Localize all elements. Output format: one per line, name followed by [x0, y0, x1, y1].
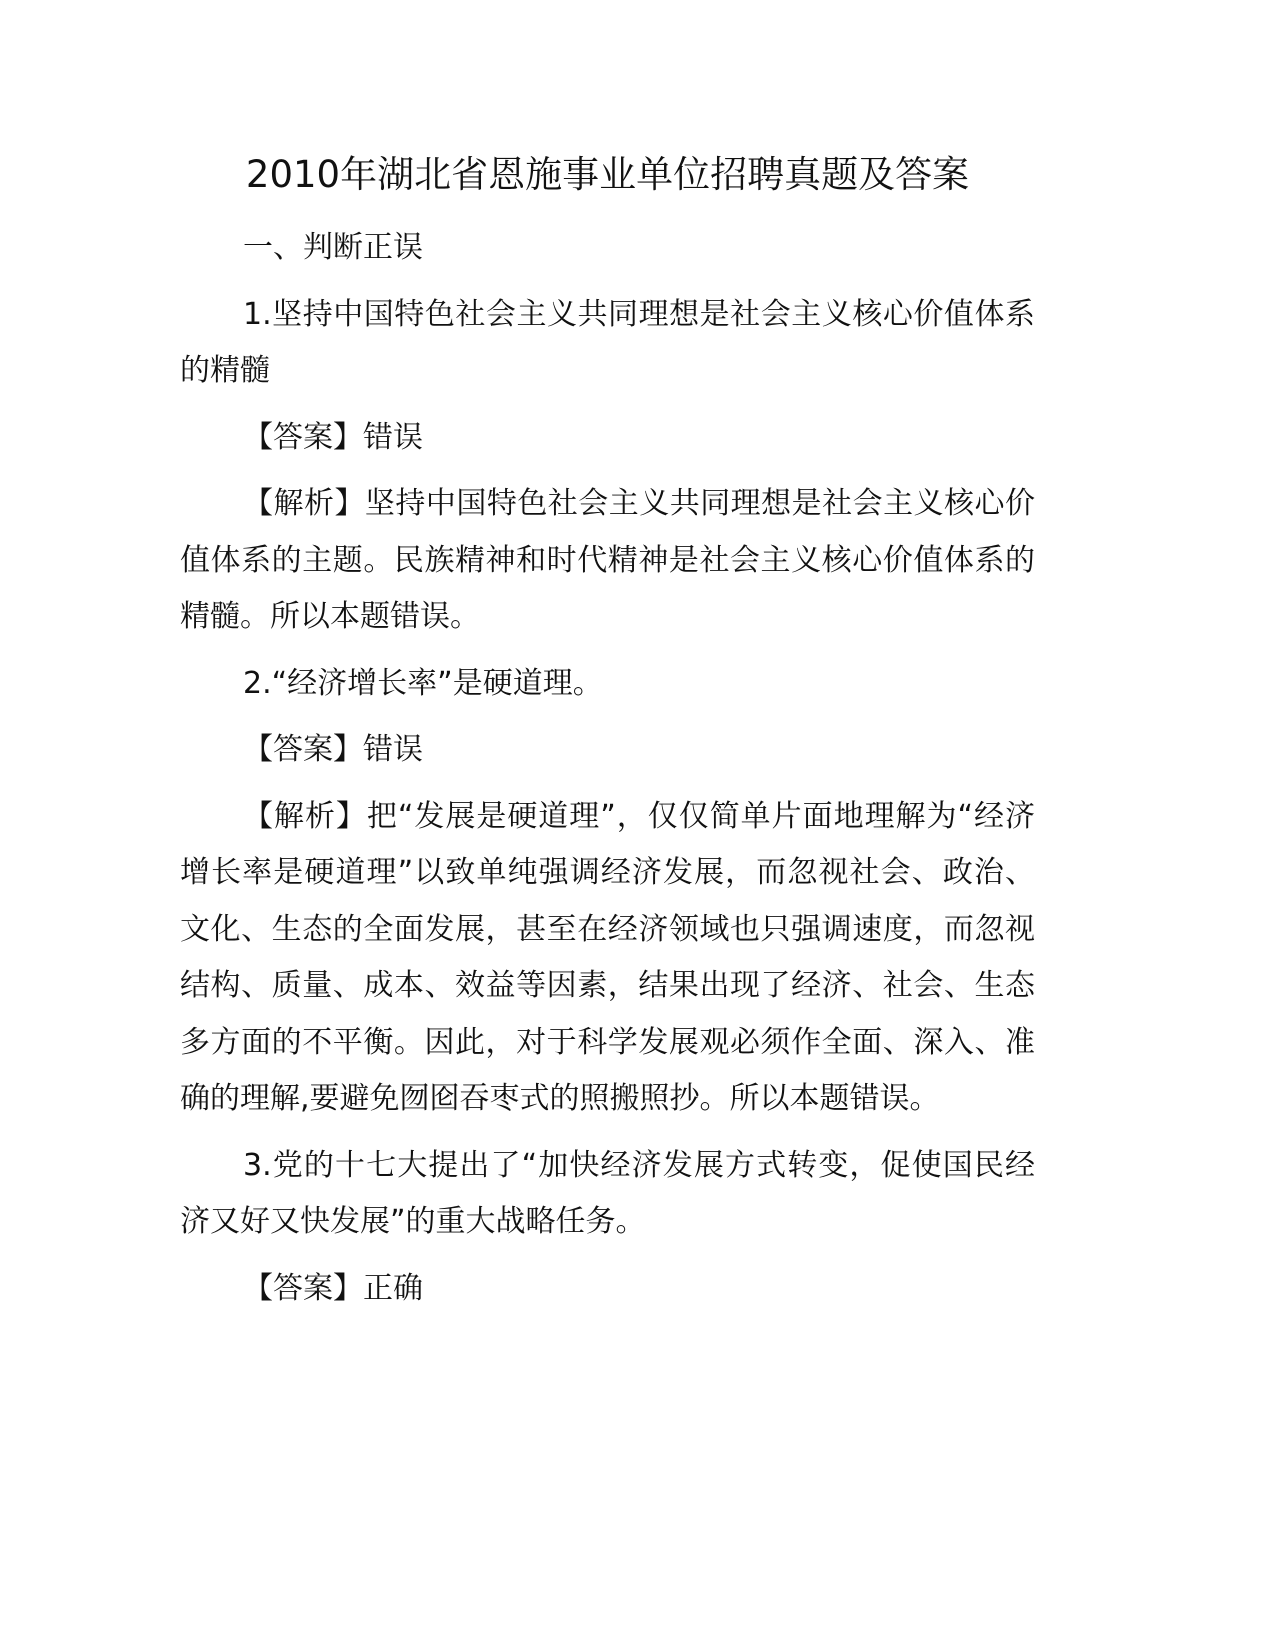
answer-1: 【答案】错误	[243, 419, 423, 455]
section-heading-true-false: 一、判断正误	[243, 230, 423, 265]
explanation-2: 【解析】把“发展是硬道理”，仅仅简单片面地理解为“经济增长率是硬道理”以致单纯强调经济发展，而忽视社会、政治、文化、生态的全面发展，甚至在经济领域也只强调速度，而忽视结构、质量、成本、效益等因素，结果出现了经济、社会、生态多方面的不平衡。因此，对于科学发展观必须作全面、深入、准确的理解,要避免囫囵吞枣式的照搬照抄。所以本题错误。	[180, 798, 1035, 1116]
question-2: 2.“经济增长率”是硬道理。	[243, 665, 603, 701]
answer-3: 【答案】正确	[243, 1270, 423, 1306]
answer-2: 【答案】错误	[243, 732, 423, 767]
question-3: 3.党的十七大提出了“加快经济发展方式转变，促使国民经济又好又快发展”的重大战略任务。	[180, 1147, 1035, 1239]
document-page	[180, 140, 1035, 1317]
question-1: 1.坚持中国特色社会主义共同理想是社会主义核心价值体系的精髓	[180, 296, 1035, 388]
document-title: 2010年湖北省恩施事业单位招聘真题及答案	[245, 153, 970, 196]
explanation-1: 【解析】坚持中国特色社会主义共同理想是社会主义核心价值体系的主题。民族精神和时代精神是社会主义核心价值体系的精髓。所以本题错误。	[180, 486, 1035, 634]
